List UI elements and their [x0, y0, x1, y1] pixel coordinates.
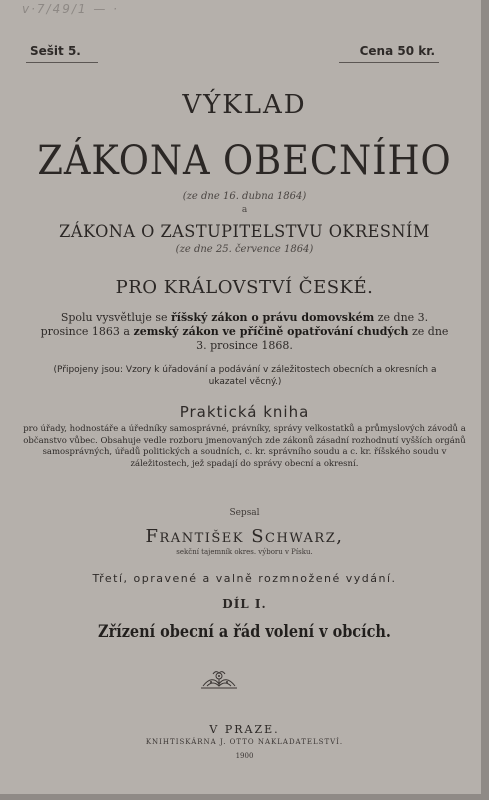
intro-paragraph: [38, 311, 451, 353]
page-edge: [481, 0, 489, 800]
intro-text-2: ze dne 3. prosince 1863 a: [40, 311, 429, 338]
handwritten-mark: v·7/49/1 — ·: [22, 2, 119, 16]
price-underline: [339, 62, 439, 63]
imprint-printer: KNIHTISKÁRNA J. OTTO NAKLADATELSTVÍ.: [145, 738, 344, 746]
author-label: Sepsal: [229, 508, 260, 518]
imprint-year: 1900: [235, 752, 254, 760]
edition-note: Třetí, opravené a valně rozmnožené vydání.: [92, 572, 397, 585]
intro-text-1: Spolu vysvětluje se: [60, 311, 172, 324]
title-kingdom: PRO KRÁLOVSTVÍ ČESKÉ.: [115, 277, 374, 298]
author-description: sekční tajemník okres. výboru v Písku.: [176, 548, 313, 556]
page-edge-bottom: [0, 794, 489, 800]
title-vyklad: VÝKLAD: [182, 90, 307, 120]
title-second-law: ZÁKONA O ZASTUPITELSTVU OKRESNÍM: [59, 222, 430, 242]
part-title: Zřízení obecní a řád volení v obcích.: [98, 622, 391, 642]
intro-bold-2: zemský zákon ve příčině opatřování chudých: [133, 325, 409, 338]
title-date-2: (ze dne 25. července 1864): [175, 244, 314, 255]
title-conjunction: a: [241, 205, 248, 215]
issue-underline: [26, 62, 98, 63]
appendix-note: (Připojeny jsou: Vzory k úřadování a podávání v záležitostech obecních a okresních a ukazatel věcný.): [53, 365, 437, 387]
part-number: DÍL I.: [222, 597, 267, 611]
title-main: ZÁKONA OBECNÍHO: [37, 138, 452, 184]
issue-number: Sešit 5.: [30, 44, 81, 58]
imprint-city: V PRAZE.: [209, 723, 280, 736]
description-paragraph: pro úřady, hodnostáře a úředníky samosprávné, právníky, správy velkostatků a průmyslových závodů a občanstvo vůbec. Obsahuje vedle rozboru jmenovaných zde zákonů zásadní rozhodnutí vyšších orgánů samosprávných, úřadů politických a soudních, c. kr. správního soudu a c. kr. říšského soudu v záležitostech, jež spadají do správy obecní a okresní.: [23, 424, 466, 469]
intro-bold-1: říšský zákon o právu domovském: [171, 311, 375, 324]
intro-text-3: ze dne 3. prosince 1868.: [196, 325, 449, 352]
subtitle: Praktická kniha: [179, 403, 310, 421]
floral-vignette-icon: [199, 668, 239, 692]
header-row: [0, 44, 489, 66]
author-name: František Schwarz,: [145, 526, 344, 547]
title-date-1: (ze dne 16. dubna 1864): [182, 191, 307, 202]
price: Cena 50 kr.: [359, 44, 435, 58]
